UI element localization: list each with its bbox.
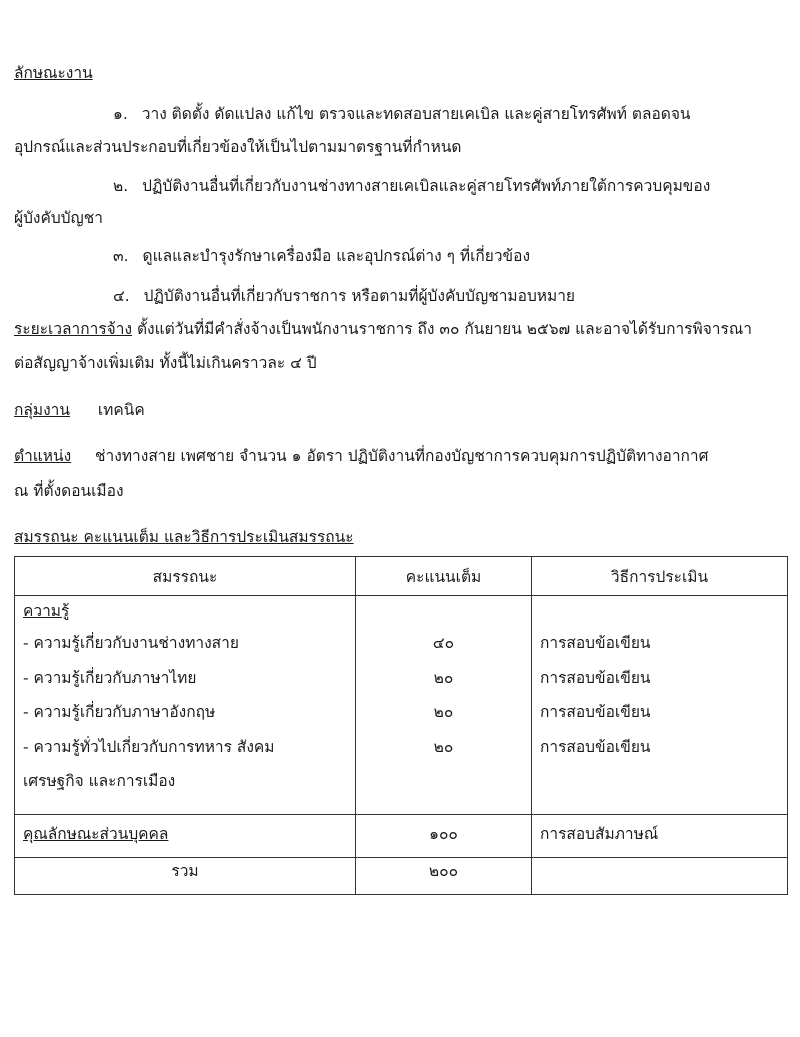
job-item-number: ๓. xyxy=(113,247,129,265)
column-header: วิธีการประเมิน xyxy=(532,557,788,596)
job-item-number: ๔. xyxy=(113,287,130,305)
competency-name: - ความรู้เกี่ยวกับภาษาไทย xyxy=(23,668,197,687)
competency-cell xyxy=(15,596,356,815)
column-header: คะแนนเต็ม xyxy=(356,557,532,596)
score-value: ๑๐๐ xyxy=(429,825,458,843)
competency-name: - ความรู้เกี่ยวกับภาษาอังกฤษ xyxy=(23,703,216,721)
work-group xyxy=(14,399,145,421)
job-item-3 xyxy=(113,245,530,267)
method-value: การสอบสัมภาษณ์ xyxy=(540,825,659,843)
job-item-2-cont: ผู้บังคับบัญชา xyxy=(14,209,103,227)
knowledge-group-title: ความรู้ xyxy=(23,602,70,620)
score-cell xyxy=(356,596,532,815)
job-item-text: ดูแลและบำรุงรักษาเครื่องมือ และอุปกรณ์ต่าง ๆ ที่เกี่ยวข้อง xyxy=(142,247,531,265)
employment-period-cont: ต่อสัญญาจ้างเพิ่มเติม ทั้งนี้ไม่เกินคราวละ ๔ ปี xyxy=(14,354,317,372)
method-value: การสอบข้อเขียน xyxy=(540,737,651,756)
score-value: ๒๐ xyxy=(433,703,454,721)
job-item-text: วาง ติดตั้ง ดัดแปลง แก้ไข ตรวจและทดสอบสายเคเบิล และคู่สายโทรศัพท์ ตลอดจน xyxy=(141,105,691,123)
position-label: ตำแหน่ง xyxy=(14,447,72,465)
job-item-text: ปฏิบัติงานอื่นที่เกี่ยวกับราชการ หรือตามที่ผู้บังคับบัญชามอบหมาย xyxy=(143,287,576,305)
score-value: ๔๐ xyxy=(432,634,455,652)
score-value: ๒๐ xyxy=(433,737,454,756)
job-description-heading: ลักษณะงาน xyxy=(14,64,93,82)
personal-row xyxy=(15,815,788,858)
personal-name: คุณลักษณะส่วนบุคคล xyxy=(23,825,169,843)
job-item-2 xyxy=(113,175,710,197)
total-method-cell xyxy=(532,858,788,895)
total-score: ๒๐๐ xyxy=(356,858,532,895)
competency-name: - ความรู้ทั่วไปเกี่ยวกับการทหาร สังคม xyxy=(23,737,275,756)
knowledge-group-row xyxy=(15,596,788,815)
job-item-4 xyxy=(113,285,575,307)
total-row xyxy=(15,858,788,895)
score-cell xyxy=(356,815,532,858)
job-item-1-cont: อุปกรณ์และส่วนประกอบที่เกี่ยวข้องให้เป็นไปตามมาตรฐานที่กำหนด xyxy=(14,138,462,156)
employment-period-label: ระยะเวลาการจ้าง xyxy=(14,320,133,338)
employment-period-text: ตั้งแต่วันที่มีคำสั่งจ้างเป็นพนักงานราชการ ถึง ๓๐ กันยายน ๒๕๖๗ และอาจได้รับการพิจารณา xyxy=(136,320,752,338)
job-item-number: ๑. xyxy=(113,105,128,123)
total-label: รวม xyxy=(15,858,356,895)
position-text: ช่างทางสาย เพศชาย จำนวน ๑ อัตรา ปฏิบัติงานที่กองบัญชาการควบคุมการปฏิบัติทางอากาศ xyxy=(95,447,709,465)
position-cont: ณ ที่ตั้งดอนเมือง xyxy=(14,482,124,500)
work-group-value: เทคนิค xyxy=(97,401,145,419)
job-item-number: ๒. xyxy=(113,177,129,195)
competency-table xyxy=(14,556,788,895)
job-item-text: ปฏิบัติงานอื่นที่เกี่ยวกับงานช่างทางสายเคเบิลและคู่สายโทรศัพท์ภายใต้การควบคุมของ xyxy=(142,177,711,195)
job-item-1 xyxy=(113,103,691,125)
competency-name-cont: เศรษฐกิจ และการเมือง xyxy=(23,772,176,790)
competency-name: - ความรู้เกี่ยวกับงานช่างทางสาย xyxy=(23,634,239,652)
method-value: การสอบข้อเขียน xyxy=(540,668,651,687)
column-header: สมรรถนะ xyxy=(15,557,356,596)
table-header-row xyxy=(15,557,788,596)
competency-cell xyxy=(15,815,356,858)
method-value: การสอบข้อเขียน xyxy=(540,703,651,721)
method-value: การสอบข้อเขียน xyxy=(540,634,651,652)
competency-heading: สมรรถนะ คะแนนเต็ม และวิธีการประเมินสมรรถนะ xyxy=(14,528,354,546)
work-group-label: กลุ่มงาน xyxy=(14,401,70,419)
employment-period xyxy=(14,318,752,340)
method-cell xyxy=(532,815,788,858)
position xyxy=(14,445,708,467)
method-cell xyxy=(532,596,788,815)
score-value: ๒๐ xyxy=(433,668,454,687)
